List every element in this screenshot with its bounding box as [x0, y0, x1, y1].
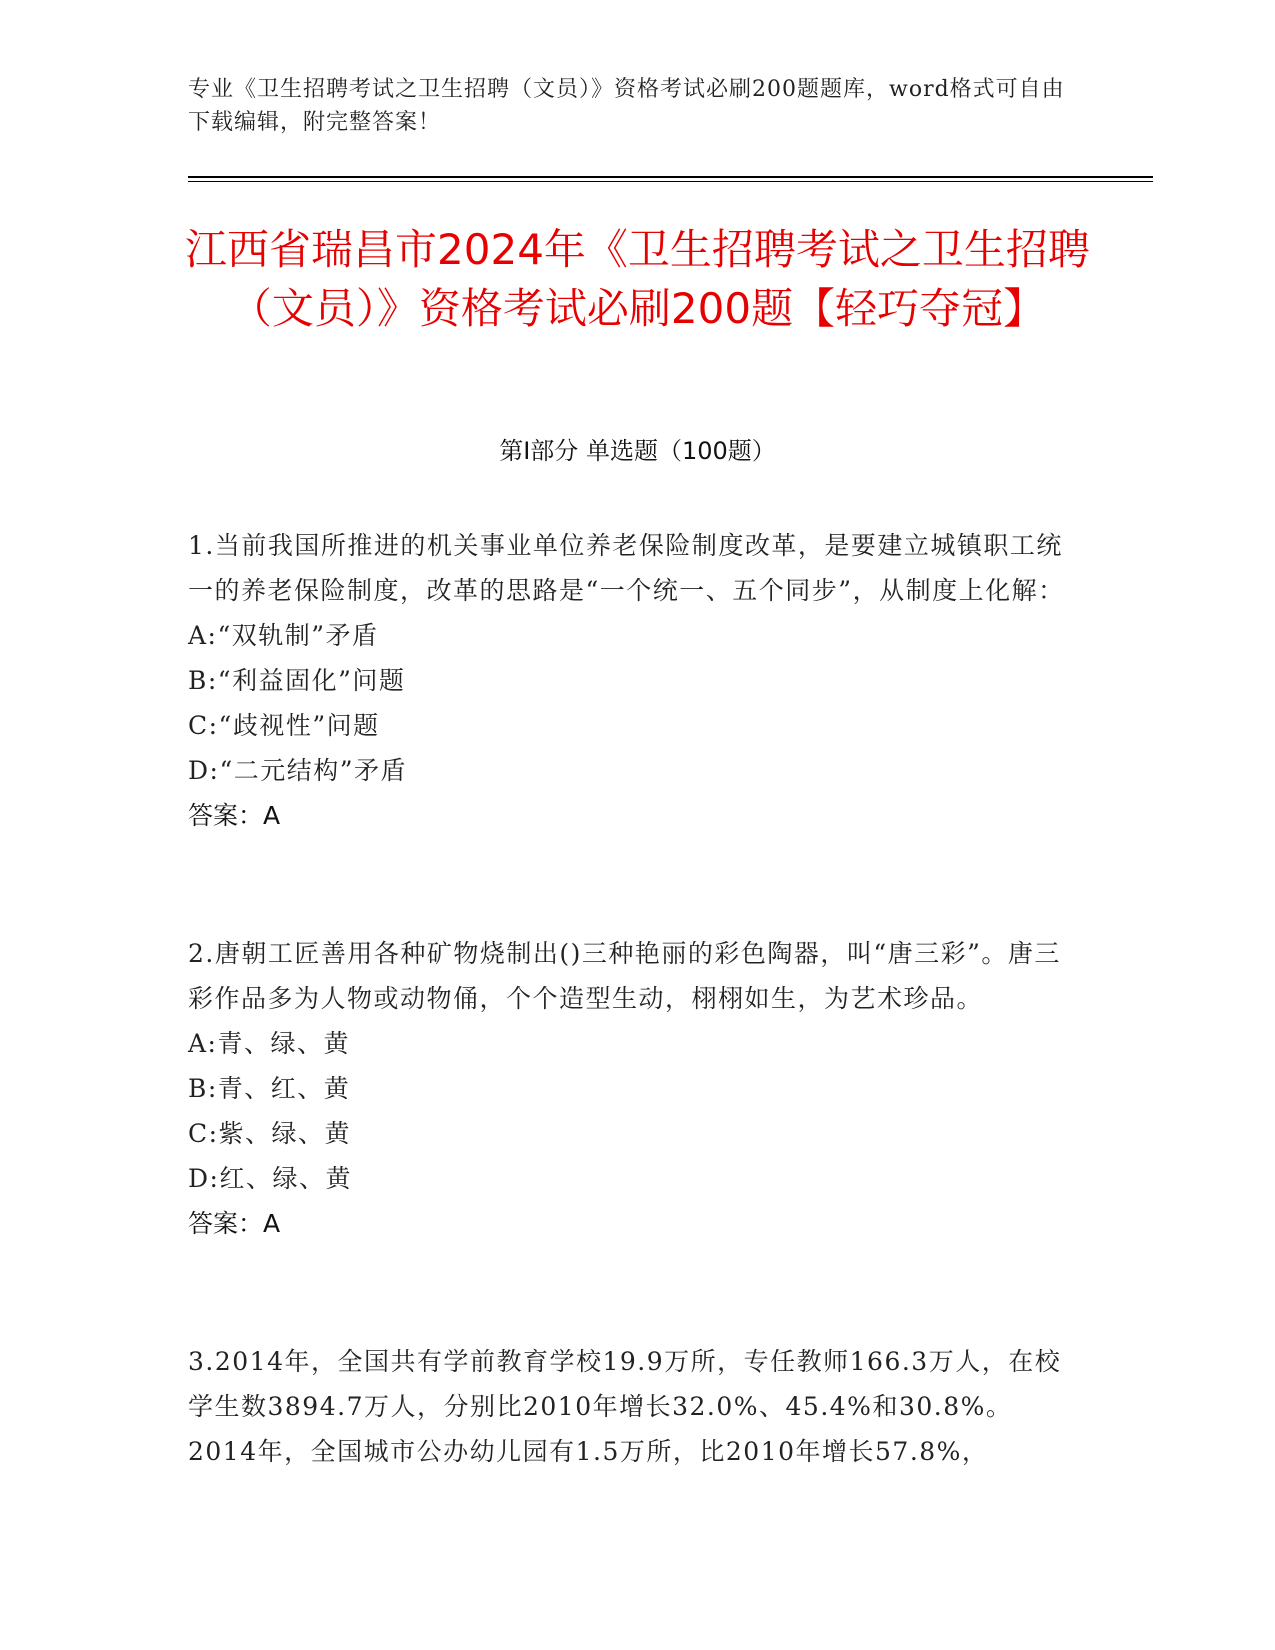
- question-3: [188, 1339, 1068, 1474]
- answer-line: [188, 1201, 1068, 1246]
- question-stem: 2.唐朝工匠善用各种矿物烧制出()三种艳丽的彩色陶器，叫“唐三彩”。唐三彩作品多为人物或动物俑，个个造型生动，栩栩如生，为艺术珍品。: [188, 939, 1061, 1013]
- header-note: 专业《卫生招聘考试之卫生招聘（文员）》资格考试必刷200题题库，word格式可自由下载编辑，附完整答案！: [188, 77, 1065, 135]
- header-divider-thin: [188, 181, 1153, 182]
- document-title: 江西省瑞昌市2024年《卫生招聘考试之卫生招聘（文员）》资格考试必刷200题【轻巧夺冠】: [185, 225, 1090, 333]
- option-d: D:红、绿、黄: [188, 1164, 352, 1193]
- option-c: C:紫、绿、黄: [188, 1119, 352, 1148]
- answer-value: A: [263, 1209, 281, 1238]
- header-divider-thick: [188, 176, 1153, 178]
- answer-label: 答案：: [188, 1209, 264, 1238]
- answer-value: A: [263, 801, 281, 830]
- question-stem: 3.2014年，全国共有学前教育学校19.9万所，专任教师166.3万人，在校学生数3894.7万人，分别比2010年增长32.0%、45.4%和30.8%。2014年，全国城市公办幼儿园有1.5万所，比2010年增长57.8%，: [188, 1347, 1062, 1466]
- option-c: C:“歧视性”问题: [188, 711, 380, 740]
- option-b: B:“利益固化”问题: [188, 666, 406, 695]
- question-2: [188, 931, 1068, 1246]
- section-heading: 第Ⅰ部分 单选题（100题）: [499, 437, 776, 465]
- answer-line: [188, 793, 1068, 838]
- option-a: A:“双轨制”矛盾: [188, 621, 379, 650]
- question-1: [188, 523, 1068, 838]
- option-d: D:“二元结构”矛盾: [188, 756, 408, 785]
- answer-label: 答案：: [188, 801, 264, 830]
- option-a: A:青、绿、黄: [188, 1029, 350, 1058]
- option-b: B:青、红、黄: [188, 1074, 351, 1103]
- question-stem: 1.当前我国所推进的机关事业单位养老保险制度改革，是要建立城镇职工统一的养老保险制度，改革的思路是“一个统一、五个同步”，从制度上化解：: [188, 531, 1065, 605]
